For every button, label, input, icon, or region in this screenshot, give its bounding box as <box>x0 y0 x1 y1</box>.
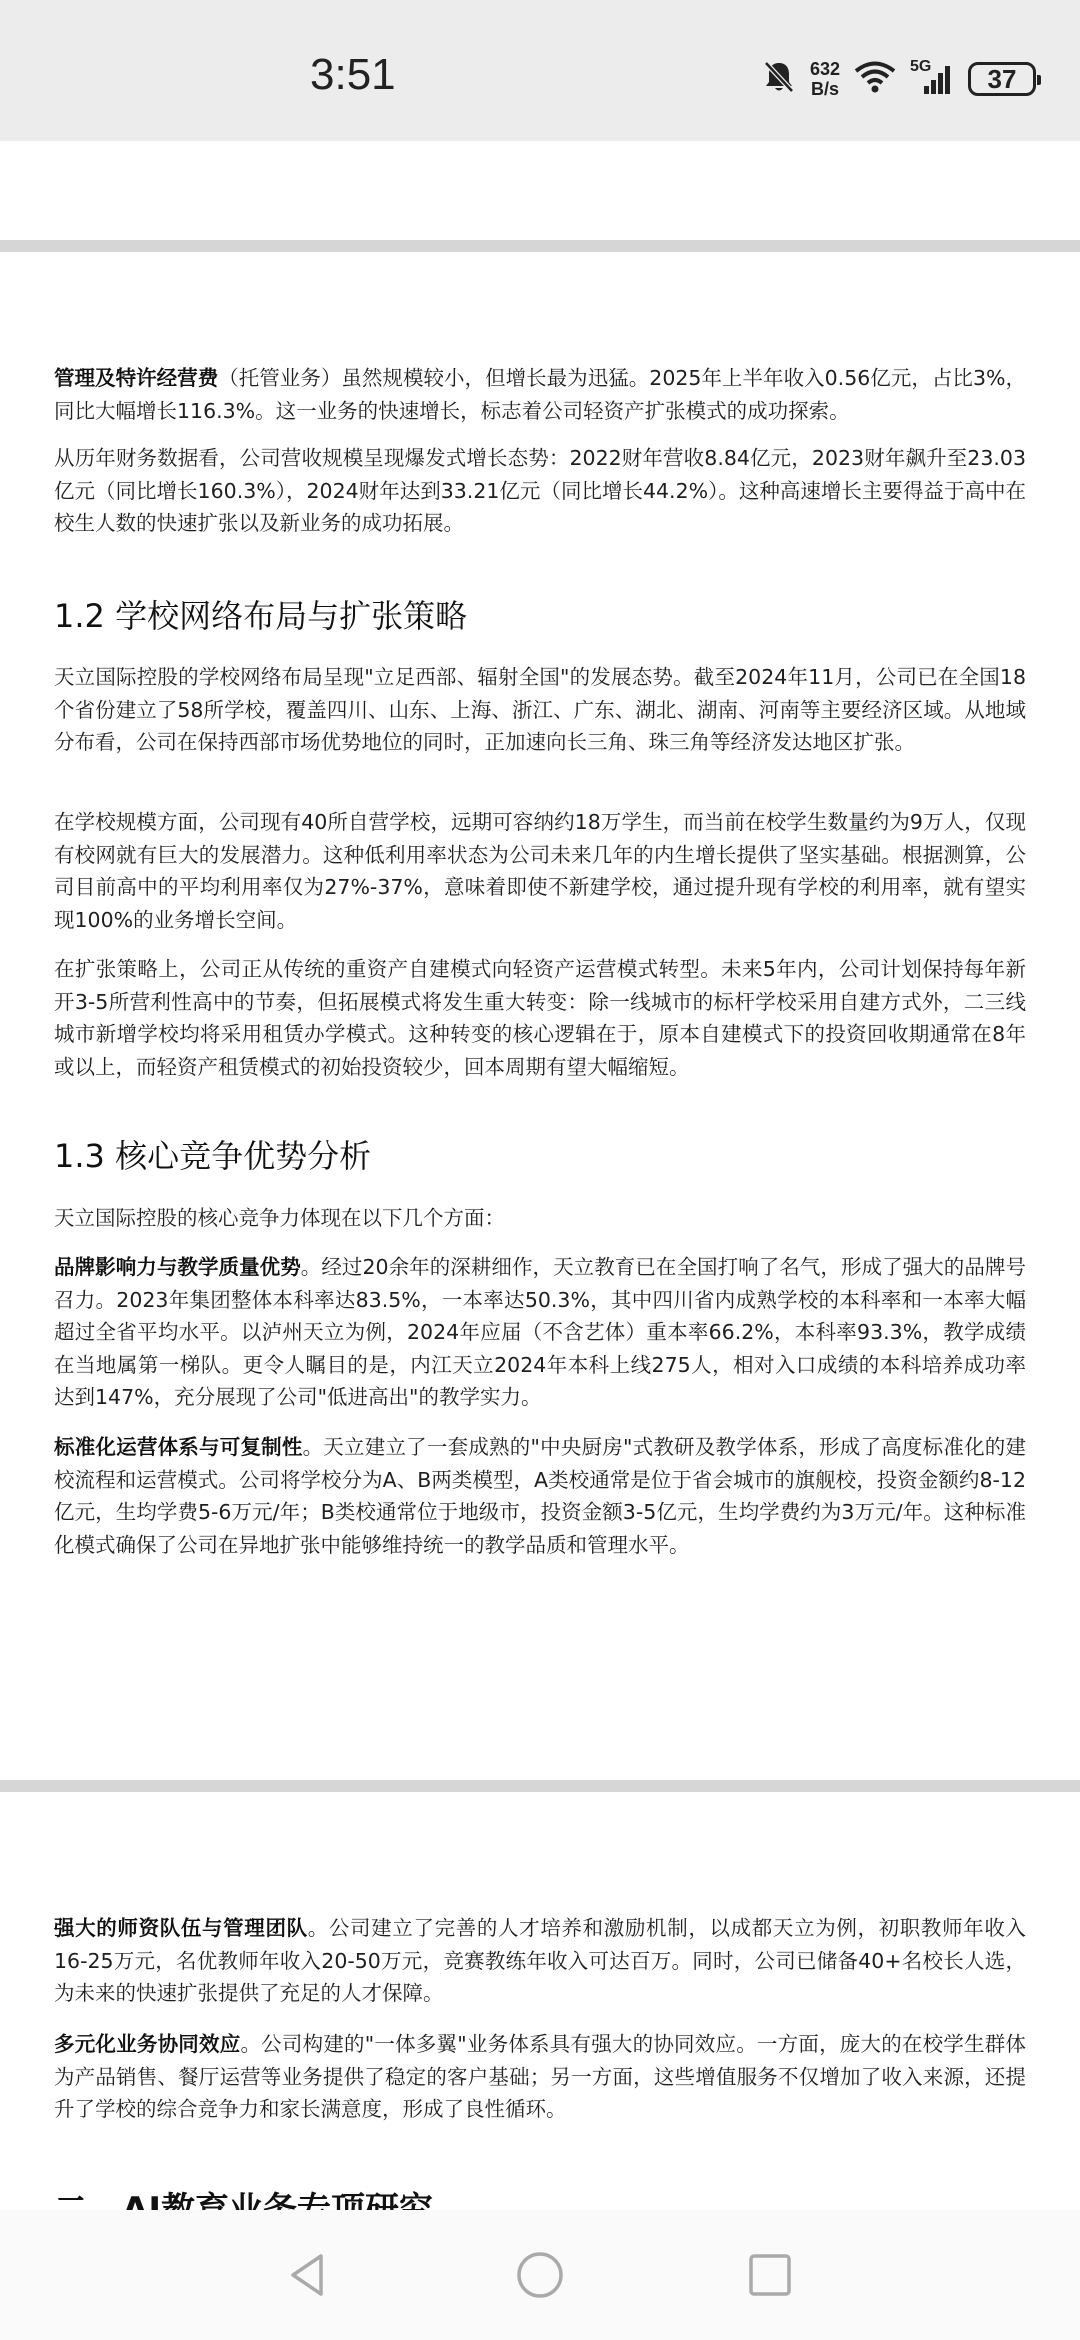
recents-icon <box>745 2285 795 2304</box>
navigation-bar <box>0 2210 1080 2340</box>
paragraph-synergy <box>54 2028 1026 2126</box>
para-bold: 多元化业务协同效应 <box>54 2032 241 2056</box>
document-page-2 <box>0 1792 1080 2212</box>
para-text: （托管业务）虽然规模较小，但增长最为迅猛。2025年上半年收入0.56亿元，占比3%，同比大幅增长116.3%。这一业务的快速增长，标志着公司轻资产扩张模式的成功探索。 <box>54 366 1026 423</box>
back-button[interactable] <box>283 2250 333 2300</box>
status-icons <box>762 54 1036 104</box>
paragraph-school-scale <box>54 806 1026 936</box>
para-bold: 强大的师资队伍与管理团队 <box>54 1916 308 1940</box>
paragraph-management-fees <box>54 362 1026 427</box>
recents-button[interactable] <box>745 2250 795 2300</box>
home-button[interactable] <box>515 2250 565 2300</box>
para-text: 从历年财务数据看，公司营收规模呈现爆发式增长态势：2022财年营收8.84亿元，2023财年飙升至23.03亿元（同比增长160.3%），2024财年达到33.21亿元（同比增长44.2%）。这种高速增长主要得益于高中在校生人数的快速扩张以及新业务的成功拓展。 <box>54 446 1026 535</box>
wifi-icon <box>854 60 896 98</box>
status-time: 3:51 <box>310 50 396 99</box>
paragraph-school-network <box>54 661 1026 759</box>
net-speed-unit: B/s <box>810 79 839 99</box>
section-heading-1-3 <box>54 1131 1026 1177</box>
heading-text: 1.2 学校网络布局与扩张策略 <box>54 597 468 635</box>
para-bold: 品牌影响力与教学质量优势 <box>54 1255 301 1279</box>
para-text: 。公司构建的"一体多翼"业务体系具有强大的协同效应。一方面，庞大的在校学生群体为产品销售、餐厅运营等业务提供了稳定的客户基础；另一方面，这些增值服务不仅增加了收入来源，还提升了学校的综合竞争力和家长满意度，形成了良性循环。 <box>54 2032 1027 2121</box>
para-text: 。公司建立了完善的人才培养和激励机制，以成都天立为例，初职教师年收入16-25万元，名优教师年收入20-50万元，竞赛教练年收入可达百万。同时，公司已储备40+名校长人选，为未来的快速扩张提供了充足的人才保障。 <box>54 1916 1026 2005</box>
para-text: 天立国际控股的核心竞争力体现在以下几个方面： <box>54 1206 505 1230</box>
battery-level: 37 <box>987 63 1017 94</box>
paragraph-teachers <box>54 1912 1026 2010</box>
paragraph-standardization <box>54 1431 1026 1561</box>
paragraph-revenue-history <box>54 442 1026 540</box>
paragraph-intro <box>54 1202 1026 1235</box>
section-heading-1-2 <box>54 591 1026 637</box>
page-separator <box>0 240 1080 252</box>
para-text: 天立国际控股的学校网络布局呈现"立足西部、辐射全国"的发展态势。截至2024年11月，公司已在全国18个省份建立了58所学校，覆盖四川、山东、上海、浙江、广东、湖北、湖南、河南等主要经济区域。从地域分布看，公司在保持西部市场优势地位的同时，正加速向长三角、珠三角等经济发达地区扩张。 <box>54 665 1026 754</box>
para-bold: 标准化运营体系与可复制性 <box>54 1435 303 1459</box>
document-page-1 <box>0 141 1080 1781</box>
para-text: 。天立建立了一套成熟的"中央厨房"式教研及教学体系，形成了高度标准化的建校流程和运营模式。公司将学校分为A、B两类模型，A类校通常是位于省会城市的旗舰校，投资金额约8-12亿元，生均学费5-6万元/年；B类校通常位于地级市，投资金额3-5亿元，生均学费约为3万元/年。这种标准化模式确保了公司在异地扩张中能够维持统一的教学品质和管理水平。 <box>54 1435 1027 1557</box>
paragraph-brand <box>54 1251 1026 1414</box>
back-icon <box>283 2285 333 2304</box>
para-text: 在扩张策略上，公司正从传统的重资产自建模式向轻资产运营模式转型。未来5年内，公司计划保持每年新开3-5所营利性高中的节奏，但拓展模式将发生重大转变：除一线城市的标杆学校采用自建方式外，二三线城市新增学校均将采用租赁办学模式。这种转变的核心逻辑在于，原本自建模式下的投资回收期通常在8年或以上，而轻资产租赁模式的初始投资较少，回本周期有望大幅缩短。 <box>54 957 1026 1079</box>
signal-icon <box>910 58 954 96</box>
page-separator <box>0 1780 1080 1792</box>
heading-text: 1.3 核心竞争优势分析 <box>54 1137 372 1175</box>
para-text: 。经过20余年的深耕细作，天立教育已在全国打响了名气，形成了强大的品牌号召力。2023年集团整体本科率达83.5%，一本率达50.3%，其中四川省内成熟学校的本科率和一本率大幅超过全省平均水平。以泸州天立为例，2024年应届（不含艺体）重本率66.2%，本科率93.3%，教学成绩在当地属第一梯队。更令人瞩目的是，内江天立2024年本科上线275人，相对入口成绩的本科培养成功率达到147%，充分展现了公司"低进高出"的教学实力。 <box>54 1255 1026 1409</box>
para-text: 在学校规模方面，公司现有40所自营学校，远期可容纳约18万学生，而当前在校学生数量约为9万人，仅现有校网就有巨大的发展潜力。这种低利用率状态为公司未来几年的内生增长提供了坚实基础。根据测算，公司目前高中的平均利用率仅为27%-37%，意味着即使不新建学校，通过提升现有学校的利用率，就有望实现100%的业务增长空间。 <box>54 810 1026 932</box>
paragraph-expansion-strategy <box>54 953 1026 1083</box>
network-type: 5G <box>910 58 932 75</box>
net-speed <box>810 59 840 99</box>
bell-muted-icon <box>762 59 796 99</box>
battery-icon <box>968 62 1036 96</box>
home-icon <box>515 2285 565 2304</box>
status-bar <box>0 0 1080 141</box>
para-bold: 管理及特许经营费 <box>54 366 219 390</box>
net-speed-value: 632 <box>809 59 840 79</box>
